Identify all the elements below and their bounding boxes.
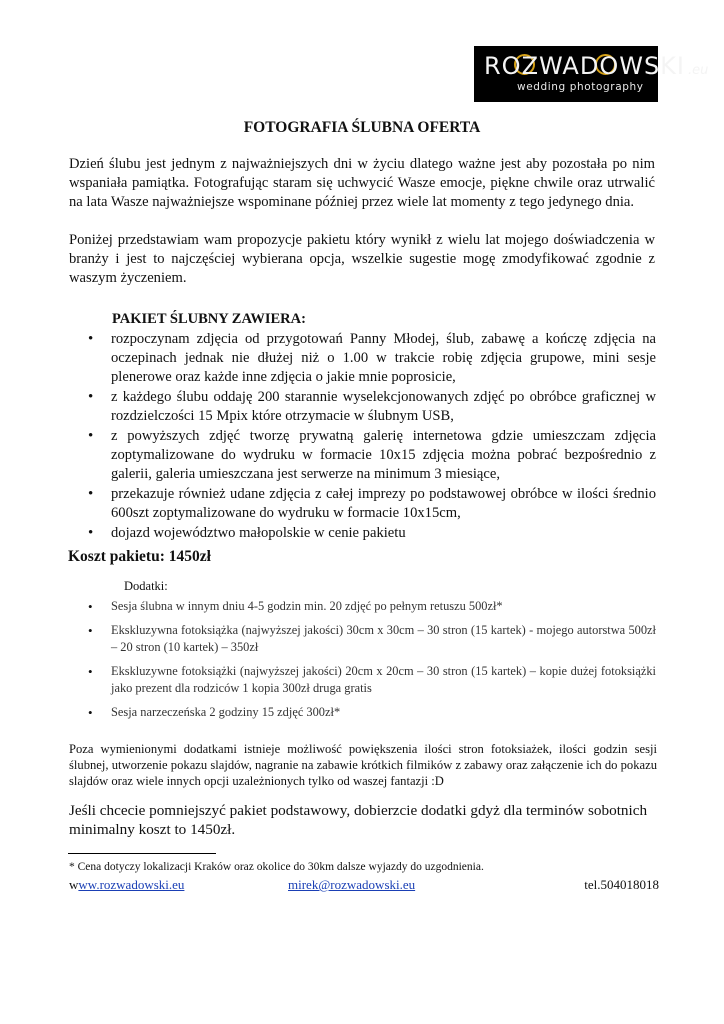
addon-item: • Sesja narzeczeńska 2 godziny 15 zdjęć 300zł* bbox=[86, 704, 656, 721]
website-link[interactable]: ww.rozwadowski.eu bbox=[78, 877, 185, 892]
contact-footer bbox=[69, 877, 659, 895]
intro-paragraph-2: Poniżej przedstawiam wam propozycje pakietu który wynikł z wielu lat mojego doświadczenia w branży i jest to najczęściej wybierana opcja, wszelkie sugestie mogę zmodyfikować zgodnie z waszym życzeniem. bbox=[69, 232, 655, 286]
addon-item: • Ekskluzywna fotoksiążka (najwyższej jakości) 30cm x 30cm – 30 stron (15 kartek) - mojego autorstwa 500zł – 20 stron (10 kartek) – 350zł bbox=[86, 622, 656, 656]
phone-number: tel.504018018 bbox=[584, 877, 659, 892]
footnote-divider bbox=[68, 853, 216, 854]
package-item: • z każdego ślubu oddaję 200 starannie wyselekcjonowanych zdjęć po obróbce graficznej w rozdzielczości 15 Mpix które otrzymacie w ślubnym USB, bbox=[86, 388, 656, 426]
brand-logo bbox=[474, 46, 709, 102]
website-prefix: w bbox=[69, 877, 79, 892]
extras-note: Poza wymienionymi dodatkami istnieje możliwość powiększenia ilości stron fotoksiażek, ilości godzin sesji ślubnej, utworzenie pokazu slajdów, nagranie na zabawie krótkich filmików z zabawy oraz załączenie ich do pokazu slajdów oraz wiele innych opcji uzależnionych tylko od waszej fantazji :D bbox=[69, 742, 657, 788]
package-item: • dojazd województwo małopolskie w cenie pakietu bbox=[86, 524, 656, 543]
addons-label: Dodatki: bbox=[124, 579, 168, 593]
email-link[interactable]: mirek@rozwadowski.eu bbox=[288, 877, 416, 892]
logo-brand: ROZWADOWSKI bbox=[484, 52, 685, 80]
logo-tagline: wedding photography bbox=[517, 81, 644, 93]
package-heading: PAKIET ŚLUBNY ZAWIERA: bbox=[112, 311, 306, 327]
addons-list bbox=[86, 598, 656, 728]
package-item: • przekazuje również udane zdjęcia z całej imprezy po podstawowej obróbce w ilości średnio 600szt zoptymalizowane do wydruku w formacie 10x15cm, bbox=[86, 485, 656, 523]
footnote: * Cena dotyczy lokalizacji Kraków oraz okolice do 30km dalsze wyjazdy do uzgodnienia. bbox=[69, 861, 484, 873]
package-item: • rozpoczynam zdjęcia od przygotowań Panny Młodej, ślub, zabawę a kończę zdjęcia na oczepinach jednak nie dłużej niż o 1.00 w trakcie robię zdjęcia grupowe, mini sesje plenerowe oraz każde inne zdjęcia o jakie mnie poprosicie, bbox=[86, 330, 656, 387]
addon-item: • Sesja ślubna w innym dniu 4-5 godzin min. 20 zdjęć po pełnym retuszu 500zł* bbox=[86, 598, 656, 615]
addon-item: • Ekskluzywne fotoksiążki (najwyższej jakości) 20cm x 20cm – 30 stron (15 kartek) – kopie dużej fotoksiążki jako prezent dla rodziców 1 kopia 300zł druga gratis bbox=[86, 663, 656, 697]
website-contact bbox=[69, 877, 184, 893]
logo-suffix: .eu bbox=[688, 63, 709, 78]
closing-paragraph: Jeśli chcecie pomniejszyć pakiet podstawowy, dobierzcie dodatki gdyż dla terminów sobotnich minimalny koszt to 1450zł. bbox=[69, 802, 648, 838]
intro-paragraph-1: Dzień ślubu jest jednym z najważniejszych dni w życiu dlatego ważne jest aby pozostała po nim wspaniała pamiątka. Fotografując staram się uchwycić Wasze emocje, piękne chwile oraz utrwalić na lata Wasze najważniejsze wspominane później przez wiele lat momenty z tego jedynego dnia. bbox=[69, 156, 655, 210]
package-item: • z powyższych zdjęć tworzę prywatną galerię internetowa gdzie umieszczam zdjęcia zoptymalizowane do wydruku w formacie 10x15 zdjęcia można pobrać bezpośrednio z galerii, galeria umieszczana jest serwerze na minimum 3 miesiące, bbox=[86, 427, 656, 484]
package-items-list bbox=[86, 330, 656, 544]
document-title: FOTOGRAFIA ŚLUBNA OFERTA bbox=[243, 119, 481, 136]
package-cost: Koszt pakietu: 1450zł bbox=[68, 548, 211, 565]
